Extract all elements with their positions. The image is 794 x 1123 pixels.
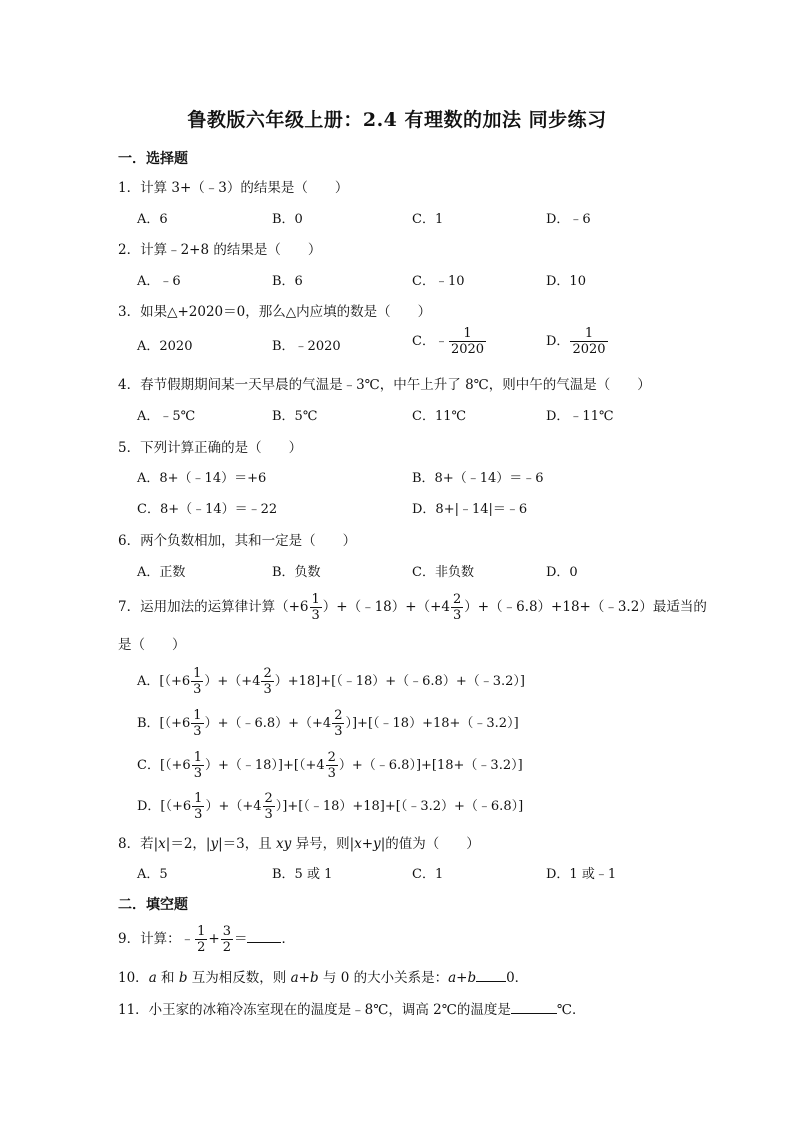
q9-plus: + xyxy=(208,931,220,947)
q7-c-text-2: ）+（﹣18）]+[（+4 xyxy=(204,758,325,773)
q4-option-d: D．﹣11℃ xyxy=(546,409,614,424)
q7-a-text-1: A．[（+6 xyxy=(137,674,191,689)
q7-d-text-2: ）+（+4 xyxy=(205,799,262,814)
q5-option-c: C．8+（﹣14）＝﹣22 xyxy=(137,502,278,517)
q10-text-2: 互为相反数，则 xyxy=(187,970,291,986)
fraction-denominator: 3 xyxy=(193,766,202,781)
q9-text-1: 9．计算：﹣ xyxy=(118,931,195,947)
q8-text-3: |＝3，且 xyxy=(218,836,277,852)
fraction-numerator: 1 xyxy=(194,791,203,806)
q4-option-a: A．﹣5℃ xyxy=(137,409,196,424)
fraction-two-thirds xyxy=(261,666,273,697)
question-7 xyxy=(118,592,707,623)
fraction-denominator: 3 xyxy=(311,608,320,623)
q7-d-text-3: ）]+[（﹣18）+18]+[（﹣3.2）+（﹣6.8）] xyxy=(275,799,524,814)
q8-text-1: 8．若| xyxy=(118,836,159,852)
fraction-numerator: 1 xyxy=(193,750,202,765)
fraction-denominator: 3 xyxy=(264,807,273,822)
q6-option-c: C．非负数 xyxy=(412,565,474,580)
q11-answer-blank[interactable] xyxy=(511,1001,557,1014)
q9-answer-blank[interactable] xyxy=(247,930,281,943)
question-4: 4．春节假期期间某一天早晨的气温是﹣3℃，中午上升了 8℃，则中午的气温是（ ） xyxy=(118,377,651,393)
q7-b-text-1: B．[（+6 xyxy=(137,716,191,731)
q10-var-a-plus-b-2: a+b xyxy=(448,970,477,986)
q3-option-d-prefix: D． xyxy=(546,334,570,349)
fraction-numerator: 2 xyxy=(264,791,273,806)
q9-equals: ＝ xyxy=(233,931,248,947)
question-5: 5．下列计算正确的是（ ） xyxy=(118,440,303,456)
q3-option-c xyxy=(412,326,487,357)
fraction-numerator: 1 xyxy=(197,924,206,939)
q10-var-b: b xyxy=(178,970,188,986)
fraction-numerator: 1 xyxy=(193,708,202,723)
q1-option-c: C．1 xyxy=(412,212,444,227)
fraction-two-thirds xyxy=(332,708,344,739)
fraction-denominator: 3 xyxy=(263,682,272,697)
q9-period: ． xyxy=(281,931,295,947)
q8-var-y: y xyxy=(210,836,219,852)
fraction-one-third xyxy=(191,708,203,739)
fraction-denominator: 3 xyxy=(194,807,203,822)
fraction-two-thirds xyxy=(263,791,275,822)
fraction-one-third xyxy=(191,666,203,697)
section-choice-heading: 一．选择题 xyxy=(118,151,188,167)
q7-text-3: ）+（﹣6.8）+18+（﹣3.2）最适当的 xyxy=(464,599,707,615)
q2-option-d: D．10 xyxy=(546,274,586,289)
q7-option-a xyxy=(137,666,525,697)
q2-option-a: A．﹣6 xyxy=(137,274,181,289)
q10-text-1: 和 xyxy=(156,970,179,986)
fraction-two-thirds xyxy=(326,750,338,781)
q6-option-d: D．0 xyxy=(546,565,578,580)
q7-option-b xyxy=(137,708,519,739)
fraction-one-half xyxy=(195,924,207,955)
fraction-denominator: 3 xyxy=(193,724,202,739)
q7-c-text-1: C．[（+6 xyxy=(137,758,191,773)
q8-option-b: B．5 或 1 xyxy=(272,867,333,882)
fraction-numerator: 1 xyxy=(311,592,320,607)
q8-option-d: D．1 或﹣1 xyxy=(546,867,617,882)
fraction-denominator: 2020 xyxy=(450,342,485,357)
fraction-one-third xyxy=(192,750,204,781)
q10-answer-blank[interactable] xyxy=(476,969,506,982)
q8-var-xy: xy xyxy=(276,836,292,852)
fraction-numerator: 2 xyxy=(327,750,336,765)
q3-option-c-fraction xyxy=(449,326,486,357)
q1-option-a: A．6 xyxy=(137,212,168,227)
fraction-denominator: 2 xyxy=(197,940,206,955)
q10-var-a-plus-b: a+b xyxy=(290,970,319,986)
q5-option-d: D．8+|﹣14|＝﹣6 xyxy=(412,502,528,517)
fraction-denominator: 3 xyxy=(452,608,462,623)
q10-text-3: 与 0 的大小关系是： xyxy=(318,970,449,986)
q7-option-d xyxy=(137,791,523,822)
q8-text-5: |的值为（ ） xyxy=(380,836,480,852)
q1-option-b: B．0 xyxy=(272,212,303,227)
q4-option-b: B．5℃ xyxy=(272,409,318,424)
q7-fraction-2 xyxy=(451,592,463,623)
question-7-continued: 是（ ） xyxy=(118,637,186,653)
q7-text-1: 7．运用加法的运算律计算（+6 xyxy=(118,599,309,615)
q8-option-c: C．1 xyxy=(412,867,444,882)
q7-d-text-1: D．[（+6 xyxy=(137,799,192,814)
q2-option-b: B．6 xyxy=(272,274,303,289)
q2-option-c: C．﹣10 xyxy=(412,274,465,289)
fraction-denominator: 3 xyxy=(334,724,343,739)
q10-var-a: a xyxy=(148,970,157,986)
question-1: 1．计算 3+（﹣3）的结果是（ ） xyxy=(118,180,349,196)
fraction-numerator: 1 xyxy=(584,326,594,341)
fraction-denominator: 2 xyxy=(222,940,231,955)
q3-option-b: B．﹣2020 xyxy=(272,339,341,354)
q11-end: ℃． xyxy=(556,1002,586,1018)
q10-end: 0． xyxy=(506,970,529,986)
fraction-one-third xyxy=(192,791,204,822)
fraction-numerator: 2 xyxy=(452,592,462,607)
q7-b-text-2: ）+（﹣6.8）+（+4 xyxy=(204,716,332,731)
fraction-denominator: 3 xyxy=(193,682,202,697)
q7-a-text-2: ）+（+4 xyxy=(204,674,261,689)
q11-text: 11．小王家的冰箱冷冻室现在的温度是﹣8℃，调高 2℃的温度是 xyxy=(118,1002,511,1018)
question-11 xyxy=(118,998,585,1018)
q8-var-x: x xyxy=(158,836,166,852)
q5-option-b: B．8+（﹣14）＝﹣6 xyxy=(412,471,544,486)
q7-c-text-3: ）+（﹣6.8）]+[18+（﹣3.2）] xyxy=(338,758,523,773)
q7-fraction-1 xyxy=(310,592,322,623)
fraction-denominator: 3 xyxy=(327,766,336,781)
q7-option-c xyxy=(137,750,523,781)
fraction-denominator: 2020 xyxy=(572,342,606,357)
fraction-numerator: 3 xyxy=(222,924,231,939)
q8-text-2: |＝2，| xyxy=(165,836,211,852)
fraction-numerator: 1 xyxy=(193,666,202,681)
q3-option-d xyxy=(546,326,609,357)
q3-option-d-fraction xyxy=(570,326,607,357)
q6-option-a: A．正数 xyxy=(137,565,186,580)
q10-number: 10． xyxy=(118,970,149,986)
q3-option-c-prefix: C．﹣ xyxy=(412,334,448,349)
fraction-numerator: 2 xyxy=(334,708,343,723)
section-fill-heading: 二．填空题 xyxy=(118,897,188,913)
question-8 xyxy=(118,832,480,852)
q7-b-text-3: ）]+[（﹣18）+18+（﹣3.2）] xyxy=(345,716,519,731)
q6-option-b: B．负数 xyxy=(272,565,321,580)
question-10 xyxy=(118,966,528,986)
q7-a-text-3: ）+18]+[（﹣18）+（﹣6.8）+（﹣3.2）] xyxy=(274,674,525,689)
q5-option-a: A．8+（﹣14）＝+6 xyxy=(137,471,267,486)
q8-option-a: A．5 xyxy=(137,867,168,882)
q1-option-d: D．﹣6 xyxy=(546,212,591,227)
question-3: 3．如果△+2020＝0，那么△内应填的数是（ ） xyxy=(118,304,432,320)
question-6: 6．两个负数相加，其和一定是（ ） xyxy=(118,533,357,549)
fraction-three-halves xyxy=(221,924,233,955)
page-title: 鲁教版六年级上册：2.4 有理数的加法 同步练习 xyxy=(187,109,607,131)
q8-var-x-plus-y: x+y xyxy=(354,836,381,852)
q3-option-a: A．2020 xyxy=(137,339,193,354)
fraction-numerator: 2 xyxy=(263,666,272,681)
question-9 xyxy=(118,924,295,955)
fraction-numerator: 1 xyxy=(463,326,472,341)
q7-text-2: ）+（﹣18）+（+4 xyxy=(322,599,450,615)
q4-option-c: C．11℃ xyxy=(412,409,467,424)
question-2: 2．计算﹣2+8 的结果是（ ） xyxy=(118,242,322,258)
q8-text-4: 异号，则| xyxy=(291,836,355,852)
